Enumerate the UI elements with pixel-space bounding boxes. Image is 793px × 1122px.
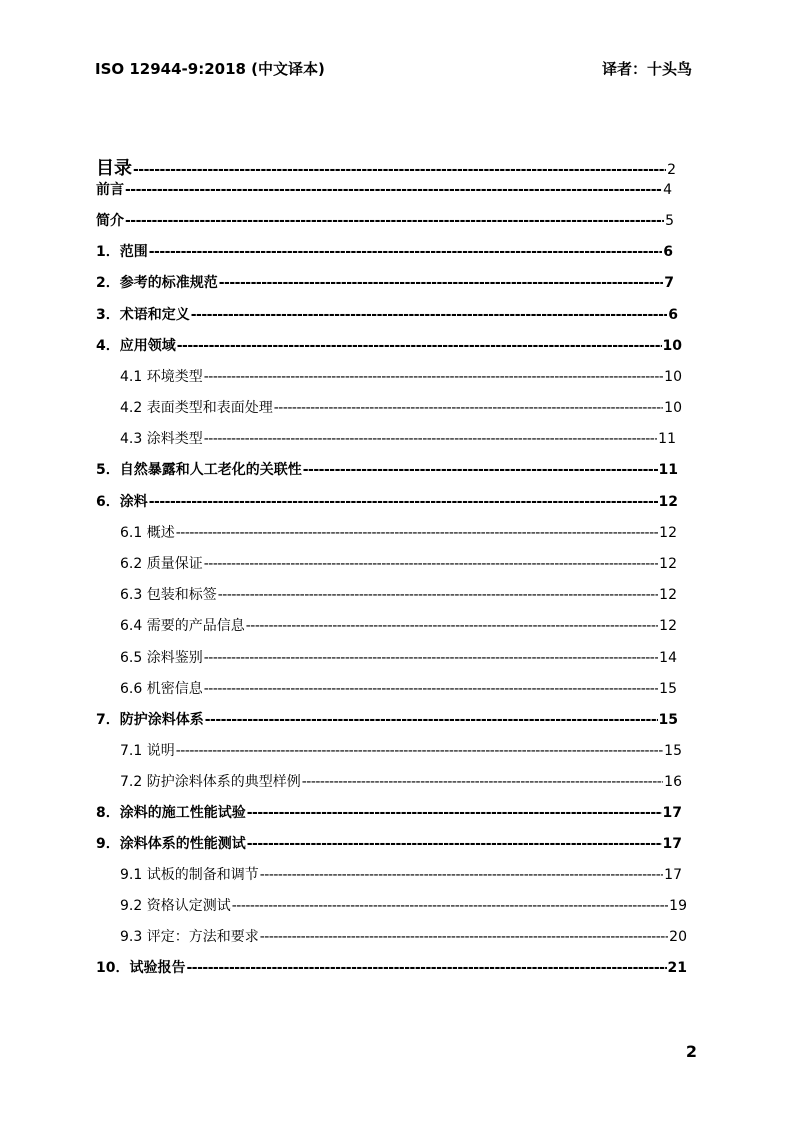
toc-entry-section-4-2[interactable] — [120, 397, 682, 417]
toc-leader — [176, 525, 658, 541]
toc-leader — [125, 182, 662, 198]
toc-leader — [219, 275, 664, 291]
toc-leader — [204, 369, 663, 385]
toc-entry-section-6-1[interactable] — [120, 522, 677, 542]
page-number: 2 — [685, 1042, 697, 1061]
toc-entry-contents[interactable] — [96, 154, 676, 180]
toc-entry-label: 6.5 涂料鉴别 — [120, 650, 203, 666]
toc-entry-page: 21 — [667, 960, 687, 976]
toc-entry-foreword[interactable] — [96, 179, 672, 199]
toc-entry-section-6[interactable] — [96, 491, 678, 511]
toc-leader — [260, 867, 663, 883]
toc-entry-label: 目录 — [96, 158, 132, 179]
toc-leader — [133, 162, 666, 178]
translator-credit: 译者：十头鸟 — [601, 60, 692, 78]
toc-entry-label: 6.1 概述 — [120, 525, 175, 541]
toc-entry-page: 4 — [663, 182, 672, 198]
toc-entry-page: 10 — [664, 369, 682, 385]
toc-entry-page: 10 — [664, 400, 682, 416]
toc-entry-section-6-2[interactable] — [120, 553, 677, 573]
toc-entry-page: 14 — [659, 650, 677, 666]
toc-leader — [191, 307, 668, 323]
toc-entry-label: 6.3 包装和标签 — [120, 587, 217, 603]
toc-entry-section-6-4[interactable] — [120, 615, 677, 635]
toc-entry-label: 4.3 涂料类型 — [120, 431, 203, 447]
toc-entry-label: 10．试验报告 — [96, 960, 186, 976]
toc-leader — [247, 805, 662, 821]
toc-entry-label: 7.1 说明 — [120, 743, 175, 759]
toc-leader — [302, 774, 663, 790]
toc-entry-section-7-2[interactable] — [120, 771, 682, 791]
toc-entry-section-7-1[interactable] — [120, 740, 682, 760]
toc-entry-label: 5．自然暴露和人工老化的关联性 — [96, 462, 302, 478]
toc-entry-section-4-1[interactable] — [120, 366, 682, 386]
toc-leader — [186, 960, 666, 976]
toc-leader — [176, 743, 663, 759]
toc-entry-page: 12 — [659, 525, 677, 541]
toc-entry-section-6-5[interactable] — [120, 647, 677, 667]
toc-leader — [274, 400, 663, 416]
toc-entry-page: 6 — [663, 244, 673, 260]
toc-entry-label: 8．涂料的施工性能试验 — [96, 805, 246, 821]
toc-entry-page: 11 — [658, 431, 676, 447]
toc-leader — [303, 462, 658, 478]
toc-entry-section-6-3[interactable] — [120, 584, 677, 604]
toc-entry-page: 15 — [664, 743, 682, 759]
toc-leader — [204, 681, 658, 697]
toc-entry-page: 15 — [659, 681, 677, 697]
toc-entry-page: 19 — [669, 898, 687, 914]
toc-leader — [246, 618, 658, 634]
toc-entry-page: 2 — [667, 162, 676, 178]
toc-leader — [177, 338, 662, 354]
toc-entry-section-1[interactable] — [96, 241, 673, 261]
toc-entry-section-9[interactable] — [96, 833, 682, 853]
toc-entry-label: 4.2 表面类型和表面处理 — [120, 400, 273, 416]
toc-entry-section-9-2[interactable] — [120, 895, 687, 915]
toc-entry-label: 2．参考的标准规范 — [96, 275, 218, 291]
toc-entry-label: 7．防护涂料体系 — [96, 712, 204, 728]
toc-entry-section-4[interactable] — [96, 335, 682, 355]
toc-entry-section-9-3[interactable] — [120, 926, 687, 946]
toc-entry-section-9-1[interactable] — [120, 864, 682, 884]
toc-entry-page: 5 — [665, 213, 674, 229]
toc-entry-label: 9.2 资格认定测试 — [120, 898, 231, 914]
toc-entry-label: 前言 — [96, 182, 124, 198]
toc-entry-label: 3．术语和定义 — [96, 307, 190, 323]
toc-leader — [204, 650, 658, 666]
document-title: ISO 12944-9:2018 (中文译本) — [95, 60, 325, 78]
toc-entry-page: 12 — [658, 494, 678, 510]
toc-entry-label: 6．涂料 — [96, 494, 148, 510]
toc-entry-page: 17 — [662, 836, 682, 852]
toc-entry-introduction[interactable] — [96, 210, 674, 230]
toc-leader — [204, 431, 657, 447]
toc-entry-label: 4．应用领域 — [96, 338, 176, 354]
toc-entry-section-7[interactable] — [96, 709, 678, 729]
toc-leader — [218, 587, 658, 603]
toc-entry-section-6-6[interactable] — [120, 678, 677, 698]
toc-leader — [149, 244, 663, 260]
toc-entry-page: 20 — [669, 929, 687, 945]
toc-leader — [247, 836, 662, 852]
toc-entry-label: 6.6 机密信息 — [120, 681, 203, 697]
toc-entry-page: 10 — [662, 338, 682, 354]
toc-entry-section-8[interactable] — [96, 802, 682, 822]
toc-entry-label: 9.1 试板的制备和调节 — [120, 867, 259, 883]
toc-entry-page: 12 — [659, 587, 677, 603]
toc-entry-section-10[interactable] — [96, 957, 687, 977]
toc-entry-page: 15 — [658, 712, 678, 728]
toc-leader — [205, 712, 658, 728]
toc-entry-section-4-3[interactable] — [120, 428, 676, 448]
toc-leader — [260, 929, 668, 945]
toc-leader — [204, 556, 658, 572]
toc-entry-label: 9.3 评定：方法和要求 — [120, 929, 259, 945]
toc-entry-page: 12 — [659, 556, 677, 572]
toc-entry-label: 9．涂料体系的性能测试 — [96, 836, 246, 852]
toc-entry-label: 简介 — [96, 213, 124, 229]
toc-entry-page: 17 — [664, 867, 682, 883]
toc-entry-label: 6.4 需要的产品信息 — [120, 618, 245, 634]
toc-entry-label: 1．范围 — [96, 244, 148, 260]
toc-leader — [125, 213, 664, 229]
toc-entry-page: 17 — [662, 805, 682, 821]
toc-entry-page: 7 — [664, 275, 674, 291]
toc-leader — [149, 494, 658, 510]
toc-entry-page: 12 — [659, 618, 677, 634]
toc-entry-label: 7.2 防护涂料体系的典型样例 — [120, 774, 301, 790]
toc-entry-section-2[interactable] — [96, 272, 674, 292]
toc-entry-section-3[interactable] — [96, 304, 678, 324]
toc-entry-page: 11 — [658, 462, 678, 478]
toc-entry-page: 16 — [664, 774, 682, 790]
toc-entry-label: 4.1 环境类型 — [120, 369, 203, 385]
toc-leader — [232, 898, 668, 914]
toc-entry-page: 6 — [668, 307, 678, 323]
toc-entry-label: 6.2 质量保证 — [120, 556, 203, 572]
toc-entry-section-5[interactable] — [96, 459, 678, 479]
